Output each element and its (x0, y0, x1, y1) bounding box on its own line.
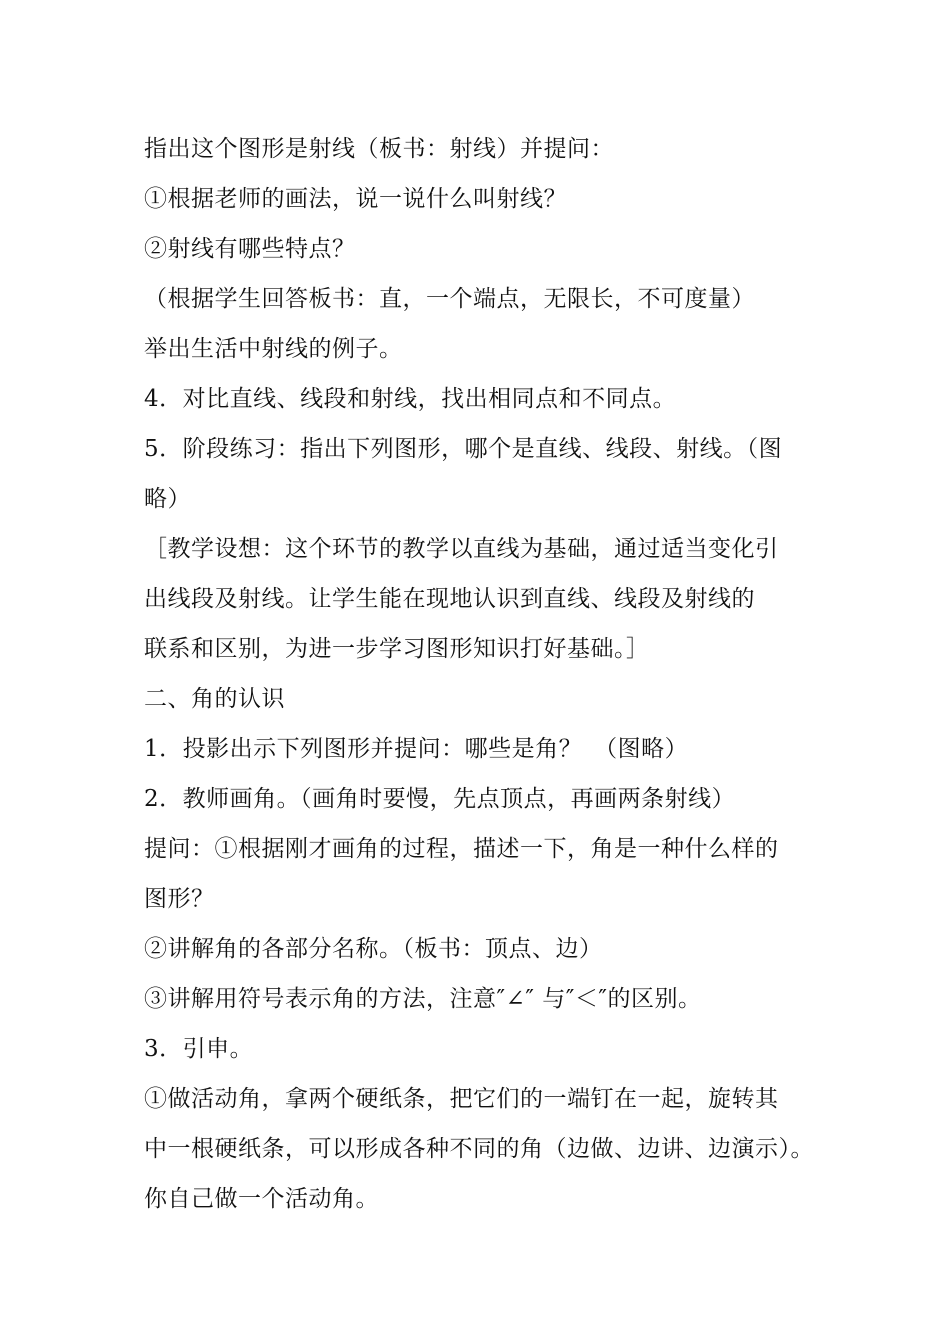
text-line: 你自己做一个活动角。 (144, 1186, 379, 1212)
text-line: 出线段及射线。让学生能在现地认识到直线、线段及射线的 (144, 586, 755, 612)
text-line: ①根据老师的画法，说一说什么叫射线？ (144, 186, 567, 212)
text-line: ③讲解用符号表示角的方法，注意″∠″ 与″＜″的区别。 (144, 986, 702, 1012)
text-line: 2．教师画角。（画角时要慢，先点顶点，再画两条射线） (144, 786, 736, 812)
text-line: 中一根硬纸条，可以形成各种不同的角（边做、边讲、边演示）。 (144, 1136, 814, 1162)
text-line: 3．引申。 (144, 1036, 254, 1062)
section-heading: 二、角的认识 (144, 686, 285, 712)
text-line: 图形？ (144, 886, 215, 912)
text-line: 4．对比直线、线段和射线，找出相同点和不同点。 (144, 386, 677, 412)
text-line: ［教学设想：这个环节的教学以直线为基础，通过适当变化引 (144, 536, 779, 562)
text-line: 指出这个图形是射线（板书：射线）并提问： (144, 136, 614, 162)
text-line: 5．阶段练习：指出下列图形，哪个是直线、线段、射线。（图 (144, 436, 783, 462)
text-line: 1．投影出示下列图形并提问：哪些是角？ （图略） (144, 736, 689, 762)
text-line: 联系和区别，为进一步学习图形知识打好基础。］ (144, 636, 650, 662)
text-line: 提问：①根据刚才画角的过程，描述一下，角是一种什么样的 (144, 836, 779, 862)
text-line: （根据学生回答板书：直，一个端点，无限长，不可度量） (144, 286, 755, 312)
text-line: ①做活动角，拿两个硬纸条，把它们的一端钉在一起，旋转其 (144, 1086, 779, 1112)
text-line: ②射线有哪些特点？ (144, 236, 356, 262)
text-line: ②讲解角的各部分名称。（板书：顶点、边） (144, 936, 603, 962)
text-line: 举出生活中射线的例子。 (144, 336, 403, 362)
text-line: 略） (144, 486, 191, 512)
document-text (144, 124, 824, 1224)
